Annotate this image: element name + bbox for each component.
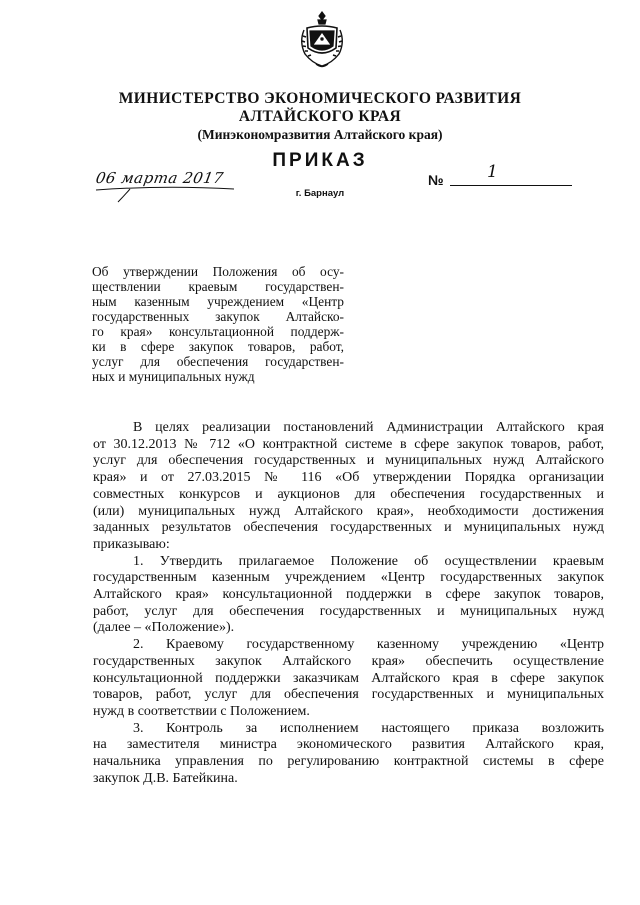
subject-line: услуг для обеспечения государствен- <box>92 354 344 369</box>
body-line: (или) муниципальных нужд Алтайского края», необходимости достижения <box>93 503 604 519</box>
ministry-name-line-2: АЛТАЙСКОГО КРАЯ <box>238 108 402 125</box>
body-line: В целях реализации постановлений Администрации Алтайского края <box>133 420 604 435</box>
subject-line: го края» консультационной поддерж- <box>92 324 344 339</box>
body-line: начальника управления по регулированию контрактной системы в сфере <box>93 754 604 770</box>
subject-line: Об утверждении Положения об осу- <box>92 264 344 279</box>
body-line: края» и от 27.03.2015 № 116 «Об утверждении Порядка организации <box>93 470 604 486</box>
subject-line: государственных закупок Алтайско- <box>92 309 344 324</box>
order-number-label: № <box>428 172 444 188</box>
body-line: от 30.12.2013 № 712 «О контрактной системе в сфере закупок товаров, работ, <box>93 436 604 452</box>
subject-line: ным казенным учреждением «Центр <box>92 294 344 309</box>
handwritten-order-number: 1 <box>487 162 498 182</box>
body-line: совместных конкурсов и аукционов для обеспечения государственных и <box>93 486 604 502</box>
coat-of-arms-emblem <box>298 8 346 70</box>
body-line: закупок Д.В. Батейкина. <box>93 770 238 786</box>
ministry-name-line-1: МИНИСТЕРСТВО ЭКОНОМИЧЕСКОГО РАЗВИТИЯ <box>118 90 522 107</box>
body-line: работ, услуг для обеспечения государственных и муниципальных нужд <box>93 603 604 619</box>
ministry-short-name: (Минэкономразвития Алтайского края) <box>197 127 443 142</box>
document-type-title: ПРИКАЗ <box>272 150 368 171</box>
body-line: приказываю: <box>93 536 170 552</box>
body-line: на заместителя министра экономического развития Алтайского края, <box>93 737 604 753</box>
body-line: 3. Контроль за исполнением настоящего приказа возложить <box>133 720 604 736</box>
body-line: государственным казенным учреждением «Центр государственных закупок <box>93 570 604 586</box>
preamble-paragraph <box>93 420 604 554</box>
body-line: государственных закупок Алтайского края» обеспечить осуществление <box>93 653 604 669</box>
body-line: услуг для обеспечения государственных и муниципальных нужд Алтайского <box>93 453 604 469</box>
body-line: (далее – «Положение»). <box>93 620 235 636</box>
body-line: заданных результатов обеспечения государственных и муниципальных нужд <box>93 520 604 536</box>
body-line: товаров, работ, услуг для обеспечения государственных и муниципальных <box>93 687 604 703</box>
body-line: Алтайского края» консультационной поддержки в сфере закупок товаров, <box>93 587 604 603</box>
subject-line: ки в сфере закупок товаров, работ, <box>92 339 344 354</box>
body-line: 1. Утвердить прилагаемое Положение об осуществлении краевым <box>133 553 604 569</box>
city-name: г. Барнаул <box>295 188 345 199</box>
body-line: 2. Краевому государственному казенному учреждению «Центр <box>133 637 604 653</box>
handwritten-date: 06 марта 2017 <box>94 169 226 187</box>
subject-line: ществлении краевым государствен- <box>92 279 344 294</box>
order-item-2 <box>93 637 604 721</box>
order-item-1 <box>93 554 604 638</box>
body-line: консультационной поддержки заказчикам Алтайского края в сфере закупок <box>93 670 604 686</box>
order-item-3 <box>93 721 604 788</box>
order-number-line <box>450 185 572 186</box>
subject-line: ных и муниципальных нужд <box>92 369 255 384</box>
body-line: нужд в соответствии с Положением. <box>93 703 310 719</box>
order-subject <box>92 264 344 384</box>
order-body <box>93 420 604 787</box>
